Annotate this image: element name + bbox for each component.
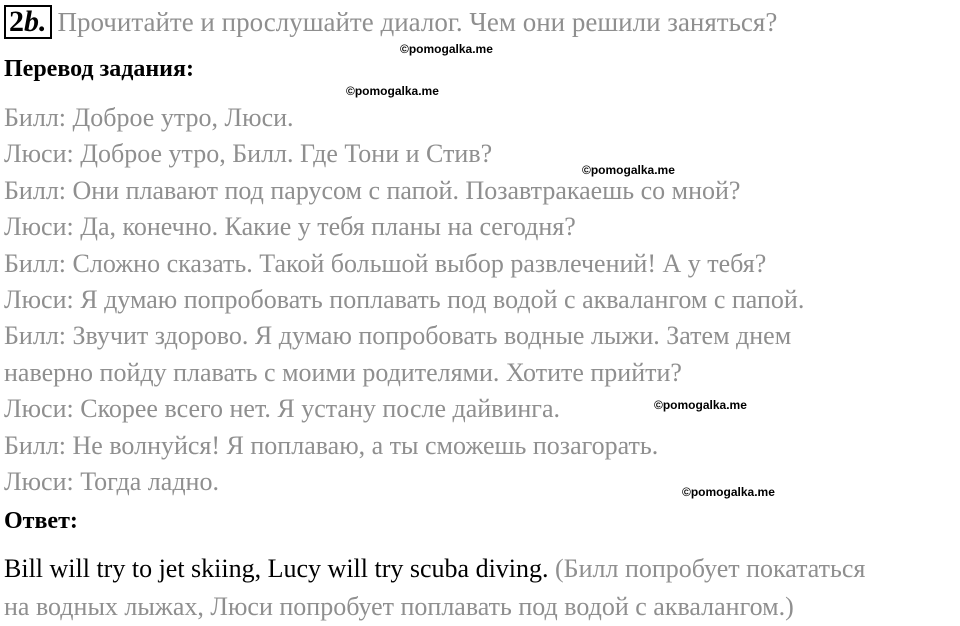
watermark: ©pomogalka.me — [400, 42, 493, 56]
answer-text — [4, 550, 865, 626]
dialog-line: наверно пойду плавать с моими родителями. Хотите прийти? — [4, 357, 682, 387]
task-number: 2 — [9, 5, 24, 38]
dialog-list — [4, 100, 804, 500]
answer-russian-part1: (Билл попробует покататься — [555, 554, 866, 583]
dialog-line: Билл: Доброе утро, Люси. — [4, 103, 294, 132]
watermark: ©pomogalka.me — [654, 398, 747, 412]
dialog-line: Билл: Они плавают под парусом с папой. Позавтракаешь со мной? — [4, 175, 741, 205]
dialog-line: Билл: Звучит здорово. Я думаю попробовать водные лыжи. Затем днем — [4, 321, 792, 351]
dialog-line: Люси: Тогда ладно. — [4, 467, 219, 497]
dialog-line: Люси: Я думаю попробовать поплавать под водой с аквалангом с папой. — [4, 285, 805, 315]
answer-heading: Ответ: — [4, 508, 78, 534]
watermark: ©pomogalka.me — [682, 485, 775, 499]
task-number-box — [4, 5, 52, 39]
answer-english: Bill will try to jet skiing, Lucy will try scuba diving. — [4, 554, 549, 583]
task-letter: b. — [24, 5, 47, 38]
dialog-line: Люси: Да, конечно. Какие у тебя планы на сегодня? — [4, 212, 576, 242]
dialog-line: Люси: Доброе утро, Билл. Где Тони и Стив? — [4, 139, 493, 169]
dialog-line: Билл: Сложно сказать. Такой большой выбор развлечений! А у тебя? — [4, 248, 767, 278]
dialog-line: Билл: Не волнуйся! Я поплаваю, а ты сможешь позагорать. — [4, 430, 659, 460]
dialog-line: Люси: Скорее всего нет. Я устану после дайвинга. — [4, 394, 560, 424]
translation-heading: Перевод задания: — [4, 56, 194, 82]
answer-russian-part2: на водных лыжах, Люси попробует поплавать под водой с аквалангом.) — [4, 592, 794, 621]
task-line — [4, 4, 777, 40]
task-instruction: Прочитайте и прослушайте диалог. Чем они решили заняться? — [57, 7, 778, 37]
watermark: ©pomogalka.me — [346, 84, 439, 98]
watermark: ©pomogalka.me — [582, 163, 675, 177]
